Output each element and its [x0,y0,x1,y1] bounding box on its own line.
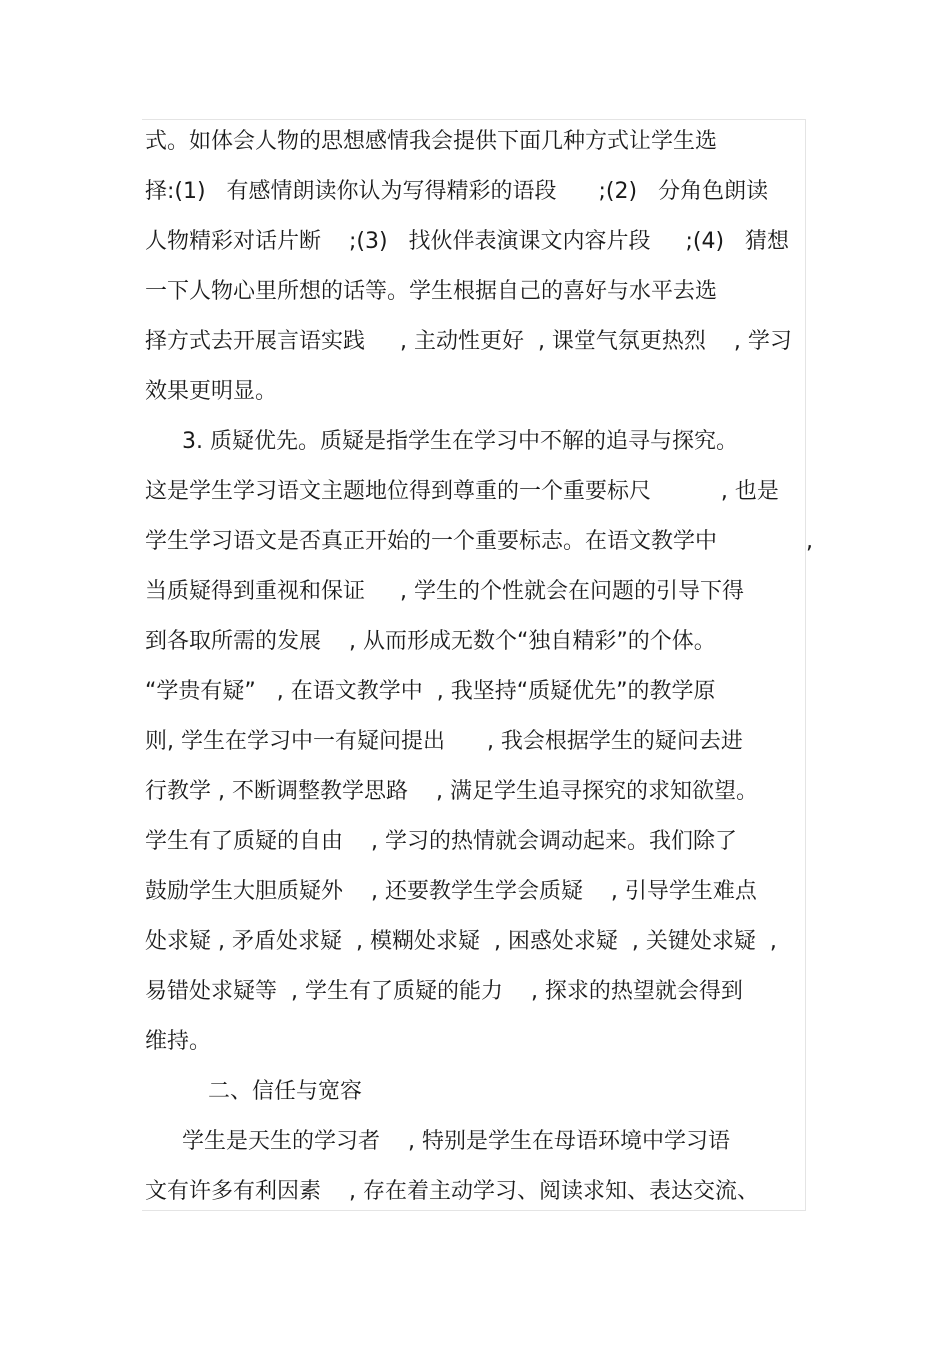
text-line: 维持。 [145,1029,212,1054]
text-line: 文有许多有利因素 , 存在着主动学习、阅读求知、表达交流、 [145,1179,759,1204]
text-line: 处求疑 , 矛盾处求疑 , 模糊处求疑 , 困惑处求疑 , 关键处求疑 , [145,929,777,954]
text-line: 易错处求疑等 , 学生有了质疑的能力 , 探求的热望就会得到 [145,979,743,1004]
text-line: 当质疑得到重视和保证 , 学生的个性就会在问题的引导下得 [145,579,744,604]
section-heading-3: 3. 质疑优先。质疑是指学生在学习中不解的追寻与探究。 [182,429,738,454]
text-line: 择方式去开展言语实践 , 主动性更好 , 课堂气氛更热烈 , 学习 [145,329,792,354]
text-line: 择:(1) 有感情朗读你认为写得精彩的语段 ;(2) 分角色朗读 [145,179,769,204]
text-line: 一下人物心里所想的话等。学生根据自己的喜好与水平去选 [145,279,718,304]
text-line: 这是学生学习语文主题地位得到尊重的一个重要标尺 , 也是 [145,479,779,504]
text-line: 效果更明显。 [145,379,278,404]
text-line: 人物精彩对话片断 ;(3) 找伙伴表演课文内容片段 ;(4) 猜想 [145,229,790,254]
text-line: 则, 学生在学习中一有疑问提出 , 我会根据学生的疑问去进 [145,729,743,754]
text-line: 学生学习语文是否真正开始的一个重要标志。在语文教学中 [145,529,718,554]
text-line: 到各取所需的发展 , 从而形成无数个“独自精彩”的个体。 [145,629,716,654]
text-line: 行教学 , 不断调整教学思路 , 满足学生追寻探究的求知欲望。 [145,779,758,804]
text-line: 式。如体会人物的思想感情我会提供下面几种方式让学生选 [145,129,718,154]
text-line: 学生有了质疑的自由 , 学习的热情就会调动起来。我们除了 [145,829,737,854]
stray-comma: , [806,529,813,554]
section-heading-2: 二、信任与宽容 [208,1079,363,1104]
text-line: 鼓励学生大胆质疑外 , 还要教学生学会质疑 , 引导学生难点 [145,879,757,904]
paragraph-start-line: 学生是天生的学习者 , 特别是学生在母语环境中学习语 [182,1129,730,1154]
text-line: “学贵有疑” , 在语文教学中 , 我坚持“质疑优先”的教学原 [145,679,716,704]
